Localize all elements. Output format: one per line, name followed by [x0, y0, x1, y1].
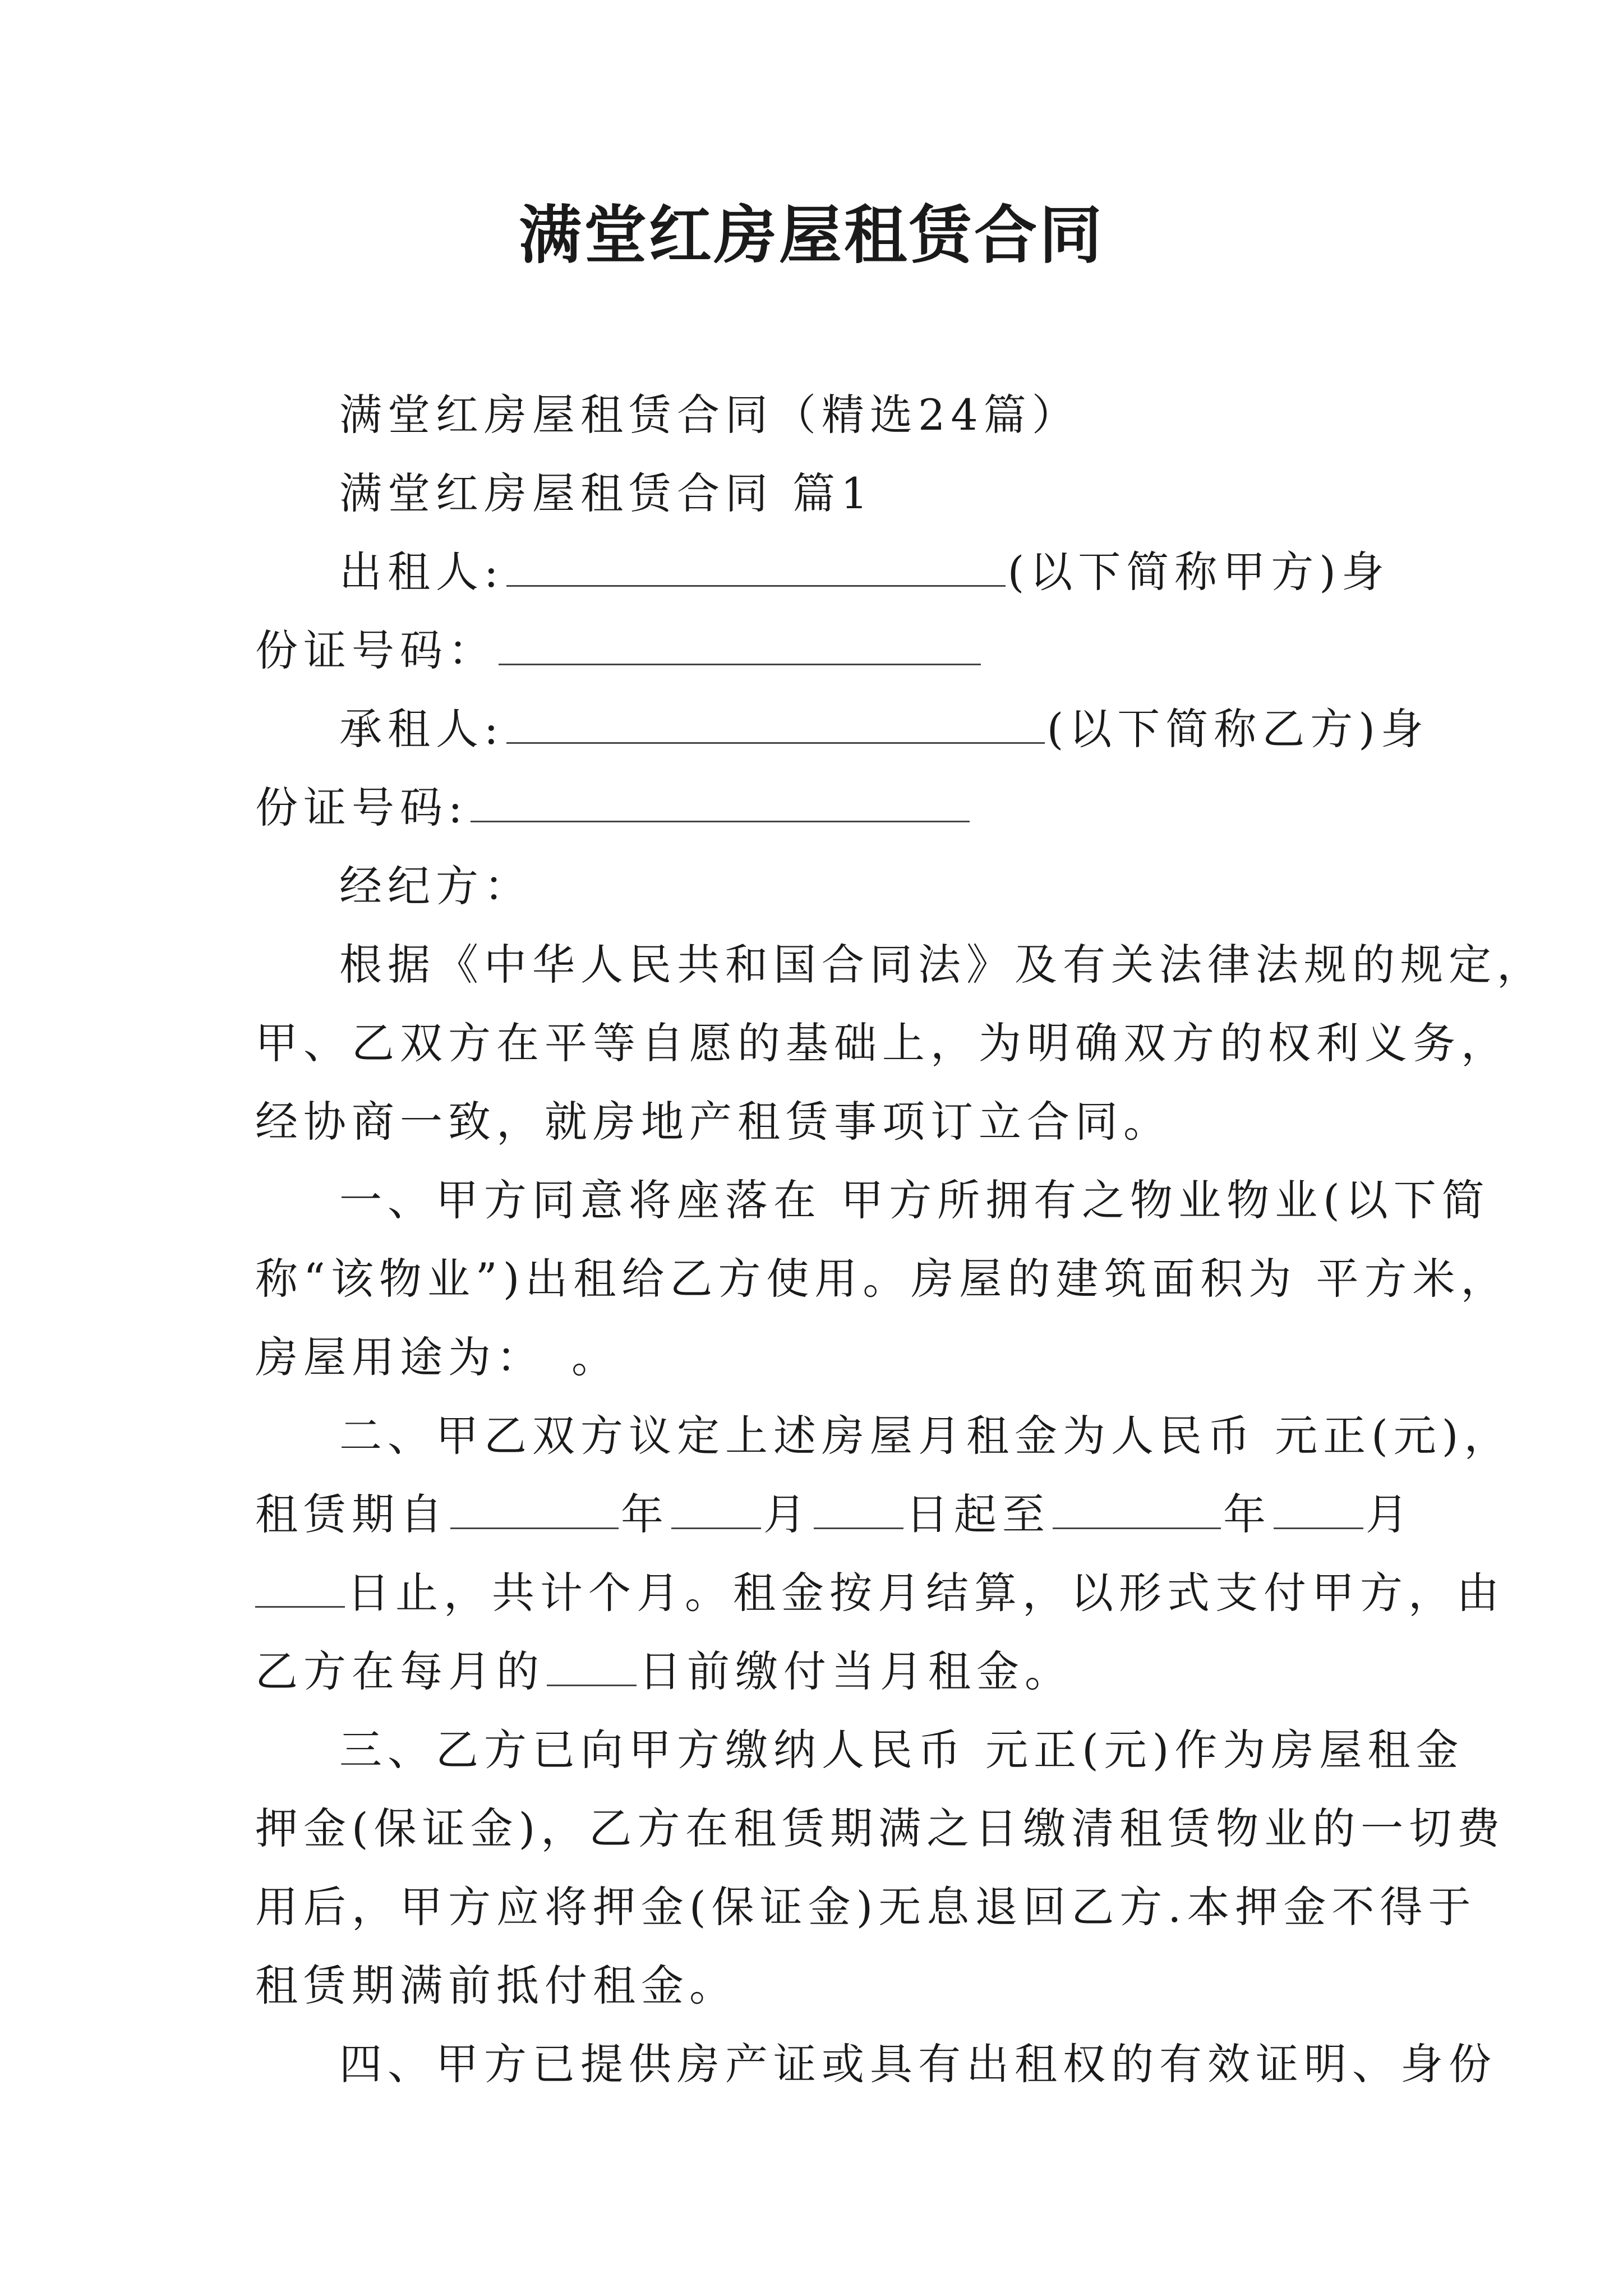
lessee-label: 承租人:: [339, 704, 504, 754]
lessee-suffix: (以下简称乙方)身: [1046, 704, 1429, 754]
section-heading: 满堂红房屋租赁合同 篇1: [339, 468, 874, 518]
broker-line: 经纪方：: [339, 861, 532, 911]
lessor-name-blank: [506, 550, 1006, 587]
lessee-id-label: 份证号码:: [255, 783, 468, 832]
lessor-id-label: 份证号码：: [255, 625, 496, 675]
clause-3-line-2: 押金(保证金)，乙方在租赁期满之日缴清租赁物业的一切费: [255, 1803, 1506, 1853]
clause-1-line-2: 称“该物业”)出租给乙方使用。房屋的建筑面积为 平方米，: [255, 1254, 1509, 1304]
clause-2-line-1: 二、甲乙双方议定上述房屋月租金为人民币 元正(元)，: [339, 1411, 1513, 1461]
payment-day-blank: [547, 1650, 637, 1686]
clause-2-line-3: [255, 1565, 1505, 1621]
payment-day-suffix: 日前缴付当月租金。: [639, 1646, 1073, 1696]
clause-3-line-4: 租赁期满前抵付租金。: [255, 1961, 737, 2010]
end-year-blank: [1053, 1493, 1221, 1529]
lessor-id-line: [255, 623, 983, 679]
lease-period-label: 租赁期自: [255, 1489, 448, 1539]
month-label: 月: [763, 1489, 811, 1539]
year-label: 年: [1223, 1489, 1271, 1539]
preamble-line-2: 甲、乙双方在平等自愿的基础上，为明确双方的权利义务，: [255, 1018, 1509, 1068]
clause-3-line-1: 三、乙方已向甲方缴纳人民币 元正(元)作为房屋租金: [339, 1725, 1464, 1775]
lessor-id-blank: [499, 629, 981, 665]
end-day-blank: [255, 1571, 345, 1608]
lessor-suffix: (以下简称甲方)身: [1007, 547, 1390, 597]
year-label: 年: [621, 1489, 669, 1539]
payment-day-prefix: 乙方在每月的: [255, 1646, 545, 1696]
lessee-id-blank: [471, 786, 970, 822]
preamble-line-3: 经协商一致，就房地产租赁事项订立合同。: [255, 1097, 1172, 1147]
lessee-line: [339, 701, 1429, 757]
start-day-blank: [814, 1493, 903, 1529]
preamble-line-1: 根据《中华人民共和国合同法》及有关法律法规的规定，: [339, 940, 1545, 990]
subtitle: 满堂红房屋租赁合同（精选24篇）: [339, 390, 1080, 440]
lessee-name-blank: [506, 707, 1045, 744]
clause-2-line-2: [255, 1487, 1414, 1543]
end-month-blank: [1274, 1493, 1363, 1529]
clause-2-line-3-text: 日止，共计个月。租金按月结算，以形式支付甲方，由: [347, 1568, 1505, 1618]
clause-3-line-3: 用后，甲方应将押金(保证金)无息退回乙方.本押金不得于: [255, 1882, 1477, 1932]
clause-2-line-4: [255, 1644, 1073, 1700]
start-month-blank: [671, 1493, 761, 1529]
until-label: 日起至: [906, 1489, 1050, 1539]
lessor-line: [339, 544, 1390, 600]
lessor-label: 出租人:: [339, 547, 504, 597]
start-year-blank: [450, 1493, 619, 1529]
document-title: 满堂红房屋租赁合同: [519, 199, 1104, 272]
month-label: 月: [1366, 1489, 1414, 1539]
lessee-id-line: [255, 780, 972, 836]
clause-4-line-1: 四、甲方已提供房产证或具有出租权的有效证明、身份: [339, 2039, 1497, 2089]
clause-1-line-1: 一、甲方同意将座落在 甲方所拥有之物业物业(以下简: [339, 1175, 1490, 1225]
clause-1-line-3: 房屋用途为： 。: [255, 1332, 620, 1382]
